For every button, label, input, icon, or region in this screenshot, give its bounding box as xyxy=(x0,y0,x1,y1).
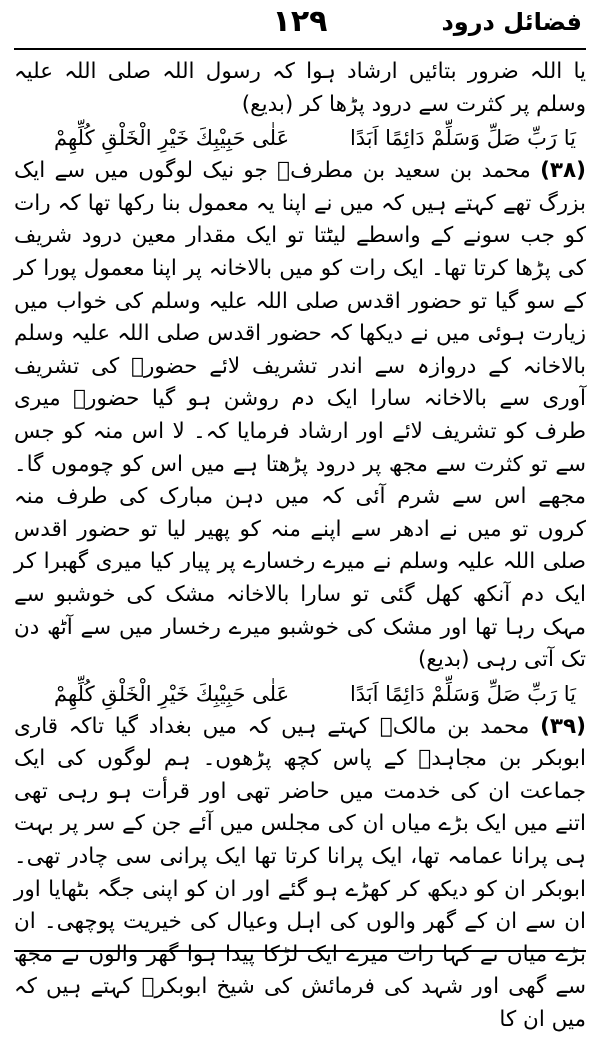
story-number: (۳۹) xyxy=(540,713,586,739)
book-title: فضائل درود xyxy=(441,8,582,36)
paragraph-38 xyxy=(14,155,586,677)
reference-citation: (بدیع) xyxy=(417,647,470,673)
paragraph-text: محمد بن سعید بن مطرفؒ جو نیک لوگوں میں سے ایک بزرگ تھے کہتے ہیں کہ میں نے اپنا یہ معمول بنا رکھا تھا کہ رات کو جب سونے کے واسطے لیٹتا تو ایک مقدار معین درود شریف کی پڑھا کرتا تھا۔ ایک رات کو میں بالاخانہ پر اپنا معمول پورا کر کے سو گیا تو حضور اقدس صلی اللہ علیہ وسلم کی خواب میں زیارت ہوئی میں نے دیکھا کہ حضور اقدس صلی اللہ علیہ وسلم بالاخانہ کے دروازہ سے اندر تشریف لائے حضورؐ کی تشریف آوری سے بالاخانہ سارا ایک دم روشن ہو گیا حضورؐ میری طرف کو تشریف لائے اور ارشاد فرمایا کہ۔ لا اس منہ کو جس سے تو کثرت سے مجھ پر درود پڑھتا ہے میں اس کو چوموں گا۔ مجھے اس سے شرم آئی کہ میں دہن مبارک کی طرف منہ کروں تو میں نے ادھر سے اپنے منہ کو پھیر لیا تو حضور اقدس صلی اللہ علیہ وسلم نے میرے رخسارے پر پیار کیا میری گھبرا کر ایک دم آنکھ کھل گئی تو سارا بالاخانہ مشک کی خوشبو سے مہک رہا تھا اور مشک کی خوشبو میرے رخسار میں سے آٹھ دن تک آتی رہی xyxy=(14,158,586,673)
durood-verse xyxy=(14,121,586,155)
paragraph-39 xyxy=(14,711,586,1037)
durood-second-half: عَلٰی حَبِیْبِكَ خَیْرِ الْخَلْقِ كُلِّهِمْ xyxy=(54,681,290,706)
bottom-rule xyxy=(14,950,586,952)
durood-first-half: یَا رَبِّ صَلِّ وَسَلِّمْ دَائِمًا اَبَدًا xyxy=(349,126,576,151)
page-body xyxy=(14,50,586,1037)
page-header xyxy=(14,0,586,50)
durood-second-half: عَلٰی حَبِیْبِكَ خَیْرِ الْخَلْقِ كُلِّهِمْ xyxy=(54,126,290,151)
reference-citation: (بدیع) xyxy=(241,91,294,117)
paragraph-text: محمد بن مالکؒ کہتے ہیں کہ میں بغداد گیا تاکہ قاری ابوبکر بن مجاہدؒ کے پاس کچھ پڑھوں۔ ہم لوگوں کی ایک جماعت ان کی خدمت میں حاضر تھی اور قرأت ہو رہی تھی اتنے میں ایک بڑے میاں ان کی مجلس میں آئے جن کے سر پر بہت ہی پرانا عمامہ تھا، ایک پرانا کرتا تھا ایک پرانی سی چادر تھی۔ ابوبکر ان کو دیکھ کر کھڑے ہو گئے اور ان کو اپنی جگہ بٹھایا اور ان سے ان کے گھر والوں کی اہل وعیال کی خیریت پوچھی۔ ان بڑے میاں نے کہا رات میرے ایک لڑکا پیدا ہوا گھر والوں نے مجھ سے گھی اور شہد کی فرمائش کی شیخ ابوبکرؒ کہتے ہیں کہ میں ان کا xyxy=(14,713,586,1033)
durood-verse xyxy=(14,677,586,711)
paragraph-text: یا اللہ ضرور بتائیں ارشاد ہوا کہ رسول اللہ صلی اللہ علیہ وسلم پر کثرت سے درود پڑھا کر xyxy=(14,59,586,117)
paragraph-intro xyxy=(14,56,586,121)
durood-first-half: یَا رَبِّ صَلِّ وَسَلِّمْ دَائِمًا اَبَدًا xyxy=(349,681,576,706)
story-number: (۳۸) xyxy=(540,158,586,184)
page-number: ۱۲۹ xyxy=(272,4,328,39)
